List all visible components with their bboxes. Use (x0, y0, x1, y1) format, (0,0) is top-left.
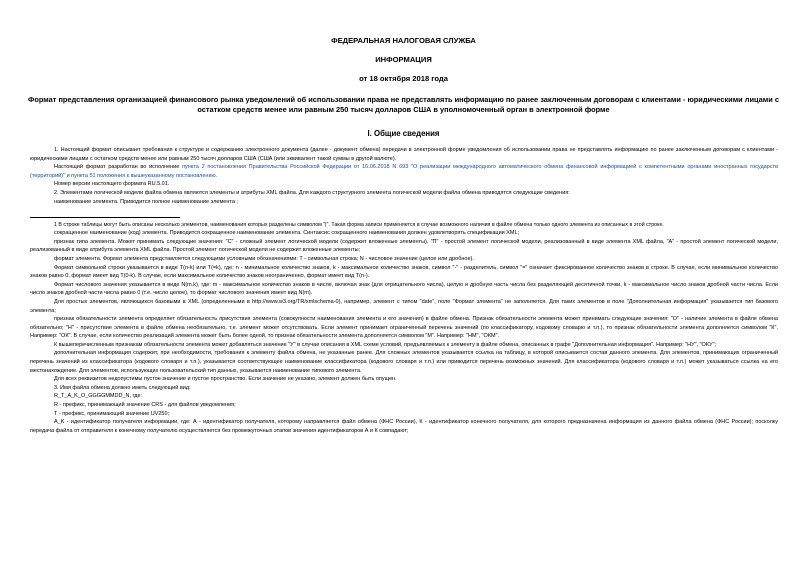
paragraph-12: признак обязательности элемента определяет обязательность присутствия элемента (совокупности наименования элемента и его значения) в файле обмена. Признак обязательности элемента может принимать следующие значения: "О" - наличие элемента в файле обмена обязательно; "Н" - присутствие элемента в файле обмена необязательно, т.е. элемент может отсутствовать. Если элемент принимает ограниченный перечень значений (по классификатору, кодовому словарю и т.п.), то признак обязательности элемента дополняется символом "К". Например: "ОК". В случае, если количество реализаций элемента может быть более одной, то признак обязательности элемента дополняется символом "М". Например: "НМ", "ОКМ". (30, 316, 778, 340)
paragraph-17: R_T_A_K_O_GGGGMMDD_N, где: (54, 393, 143, 400)
paragraph-14: дополнительная информация содержит, при необходимости, требования к элементу файла обмена, не указанные ранее. Для сложных элементов указывается ссылка на таблицу, в которой описывается состав данного элемента. Для элементов, принимающих ограниченный перечень значений из классификатора (кодового словаря и т.п.), указывается соответствующее наименование классификатора (кодового словаря и т.п.) или приводится перечень возможных значений. Для классификатора (кодового словаря и т.п.) может указываться ссылка на его местонахождение. Для элементов, использующих пользовательский тип данных, указывается наименование типового элемента. (30, 350, 778, 374)
paragraph-10: Формат числового значения указывается в виде N(m.k), где: m - максимальное количество знаков в числе, включая знак (для отрицательного числа), целую и дробную часть числа без разделяющей десятичной точки, k - максимальное число знаков дробной части числа. Если число знаков дробной части числа равно 0 (т.е. число целое), то формат числового значения имеет вид N(m). (30, 281, 778, 297)
paragraph-19: Т - префикс, принимающий значение UV250; (54, 410, 170, 417)
paragraph-13: К вышеперечисленным признакам обязательности элемента может добавляться значение "У" в случае описания в XML схеме условий, предъявляемых к элементу в файле обмена, описанных в графе "Дополнительная информация". Например: "НУ", "ОКУ"; (54, 341, 717, 348)
document-body (30, 146, 778, 435)
document-type-heading: ИНФОРМАЦИЯ (375, 55, 432, 64)
paragraph-2 (30, 163, 778, 180)
paragraph-18: R - префикс, принимающий значение CRS - для файлов уведомления; (54, 402, 236, 409)
paragraph-2-text: Настоящий формат разработан во исполнение (54, 164, 183, 171)
paragraph-7: признак типа элемента. Может принимать следующие значения: "С" - сложный элемент логической модели (содержит вложенные элементы), "П" - простой элемент логической модели, реализованный в виде элемента XML файла, "А" - простой элемент логической модели, реализованный в виде атрибута элемента XML файла. Простой элемент логической модели не содержит вложенные элементы; (30, 238, 778, 254)
legal-reference-link[interactable]: пункта 2 постановления Правительства Российской Федерации от 16.06.2018 N 693 "О реализации международного автоматического обмена финансовой информацией с компетентными органами иностранных государств (территорий)" и пункта 51 положения к вышеуказанному постановлению. (30, 164, 778, 179)
agency-heading: ФЕДЕРАЛЬНАЯ НАЛОГОВАЯ СЛУЖБА (331, 36, 476, 45)
footnote-separator (30, 217, 180, 218)
paragraph-4: 2. Элементами логической модели файла обмена являются элементы и атрибуты XML файла. Для каждого структурного элемента логической модели файла обмена приводятся следующие сведения: (54, 189, 570, 196)
document-date: от 18 октября 2018 года (359, 74, 448, 83)
paragraph-11: Для простых элементов, являющихся базовыми в XML (определенными в http://www.w3.org/TR/xmlschema-0), например, элемент с типом "date", поле "Формат элемента" не заполняется. Для таких элементов в поле "Дополнительная информация" указывается тип базового элемента; (30, 298, 778, 314)
paragraph-3: Номер версии настоящего формата RU.5.01. (54, 181, 170, 188)
paragraph-8: формат элемента. Формат элемента представляется следующими условными обозначениями: Т - символьная строка; N - числовое значение (целое или дробное). (54, 255, 474, 262)
paragraph-5: наименование элемента. Приводится полное наименование элемента ; (54, 198, 238, 205)
paragraph-15: Для всех реквизитов недопустимы пустое значение и пустое пространство. Если значение не указано, элемент должен быть опущен. (54, 376, 397, 383)
paragraph-1: 1. Настоящий формат описывает требования к структуре и содержанию электронного документа (далее - документ обмена) передачи в электронной форме уведомления об использовании права не представлять информацию по ранее заключенным договорам с клиентами - юридическими лицами с остатком средств менее или равным 250 тысяч долларов США (США (или эквивалент такой суммы в другой валюте). (30, 147, 778, 162)
paragraph-16: 3. Имя файла обмена должно иметь следующий вид: (54, 384, 191, 391)
document-title: Формат представления организацией финансового рынка уведомлений об использовании права не представлять информацию по ранее заключенным договорам с клиентами - юридическими лицами с остатком средств менее или равным 250 тысяч долларов США в уполномоченный орган в электронной форме (28, 95, 779, 114)
footnote: 1 В строке таблицы могут быть описаны несколько элементов, наименования которых разделены символом "|". Такая форма записи применяется в случае возможного наличия в файле обмена только одного элемента из описанных в этой строке. (54, 222, 664, 229)
paragraph-9: Формат символьной строки указывается в виде Т(n-k) или Т(=k), где: n - минимальное количество знаков, k - максимальное количество знаков, символ "-" - разделитель, символ "=" означает фиксированное количество знаков в строке. В случае, если минимальное количество знаков равно 0, формат имеет вид Т(0-k). В случае, если максимальное количество знаков неограниченно, формат имеет вид Т(n-). (30, 264, 778, 280)
paragraph-20: A_K - идентификатор получателя информации, где: А - идентификатор получателя, которому направляется файл обмена (ФНС России), К - идентификатор конечного получателя, для которого предназначена информация из данного файла обмена (ФНС России); посколку передача файла от отправителя к конечному получателю осуществляется без промежуточных этапов значения идентификаторов А и К совпадают; (30, 419, 778, 434)
paragraph-6: сокращенное наименование (код) элемента. Приводится сокращенное наименование элемента. Синтаксис сокращенного наименования должен удовлетворять спецификации XML; (54, 230, 520, 237)
section-title: I. Общие сведения (367, 129, 440, 138)
